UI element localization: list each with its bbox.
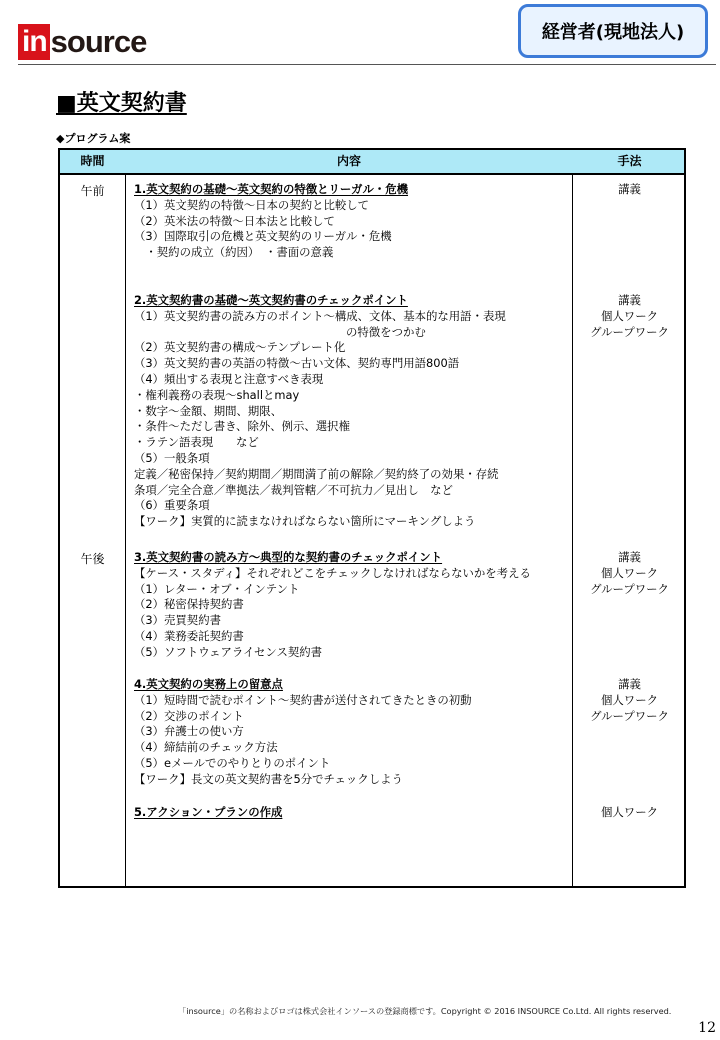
section-label: ◆プログラム案 [56, 132, 131, 145]
logo-source-text: source [50, 24, 147, 59]
column-divider-1 [125, 150, 126, 886]
method-label: 講義 [618, 677, 641, 691]
method-block-5 [573, 805, 686, 821]
time-am: 午前 [80, 184, 105, 198]
method-block-4 [573, 677, 686, 724]
block-4-line: 【ワーク】長文の英文契約書を5分でチェックしよう [134, 771, 403, 786]
program-block-2 [134, 293, 570, 530]
method-label: 個人ワーク [601, 308, 658, 323]
header-time: 時間 [80, 154, 105, 168]
block-2-line: （2）英文契約書の構成～テンプレート化 [134, 340, 346, 355]
column-divider-2 [572, 150, 573, 886]
method-label: 講義 [618, 182, 641, 196]
program-block-4 [134, 677, 570, 788]
method-label: 個人ワーク [601, 692, 658, 707]
block-4-line: （5）eメールでのやりとりのポイント [134, 755, 331, 770]
block-2-line: （3）英文契約書の英語の特徴～古い文体、契約専門用語800語 [134, 356, 460, 371]
block-2-line: 条項／完全合意／準拠法／裁判管轄／不可抗力／見出し など [134, 482, 453, 497]
block-1-line: （2）英米法の特徴～日本法と比較して [134, 213, 335, 228]
block-3-line: 【ケース・スタディ】それぞれどこをチェックしなければならないかを考える [134, 565, 531, 580]
block-4-line: （4）締結前のチェック方法 [134, 740, 278, 755]
block-2-heading: 2.英文契約書の基礎～英文契約書のチェックポイント [134, 293, 408, 307]
table-header [60, 150, 684, 175]
block-2-line: 【ワーク】実質的に読まなければならない箇所にマーキングしよう [134, 514, 476, 529]
block-1-line: （1）英文契約の特徴～日本の契約と比較して [134, 197, 370, 212]
method-label: 講義 [618, 293, 641, 307]
block-2-line: ・条件～ただし書き、除外、例示、選択権 [134, 419, 350, 434]
block-3-line: （4）業務委託契約書 [134, 628, 244, 643]
method-label: グループワーク [590, 708, 669, 723]
block-1-heading: 1.英文契約の基礎～英文契約の特徴とリーガル・危機 [134, 182, 409, 196]
program-table [58, 148, 686, 888]
block-5-heading: 5.アクション・プランの作成 [134, 805, 283, 819]
audience-badge: 経営者(現地法人) [518, 4, 708, 58]
block-4-line: （1）短時間で読むポイント～契約書が送付されてきたときの初動 [134, 692, 472, 707]
block-1-line: ・契約の成立（約因） ・書面の意義 [134, 245, 334, 260]
method-block-1 [573, 182, 686, 198]
method-label: 講義 [618, 550, 641, 564]
block-2-line: ・数字～金額、期間、期限、 [134, 403, 283, 418]
method-label: 個人ワーク [601, 805, 658, 819]
block-2-line: ・権利義務の表現～shallとmay [134, 387, 300, 402]
page-title: ■英文契約書 [56, 91, 187, 116]
insource-logo [18, 22, 146, 62]
method-label: グループワーク [590, 324, 669, 339]
block-4-heading: 4.英文契約の実務上の留意点 [134, 677, 283, 691]
method-block-3 [573, 550, 686, 597]
header-divider [18, 64, 716, 65]
block-3-line: （5）ソフトウェアライセンス契約書 [134, 644, 323, 659]
block-4-line: （3）弁護士の使い方 [134, 724, 244, 739]
header-method: 手法 [617, 154, 642, 168]
block-2-line: 定義／秘密保持／契約期間／期間満了前の解除／契約終了の効果・存続 [134, 466, 499, 481]
block-2-line: の特徴をつかむ [346, 324, 426, 339]
block-3-line: （1）レター・オブ・インテント [134, 581, 300, 596]
program-block-1 [134, 182, 570, 261]
block-2-line: （6）重要条項 [134, 498, 210, 513]
copyright-footer: 「insource」の名称およびロゴは株式会社インソースの登録商標です。Copyright © 2016 INSOURCE Co.Ltd. All rights reserved. [178, 1006, 672, 1016]
block-3-heading: 3.英文契約書の読み方～典型的な契約書のチェックポイント [134, 550, 443, 564]
block-4-line: （2）交渉のポイント [134, 708, 244, 723]
block-1-line: （3）国際取引の危機と英文契約のリーガル・危機 [134, 229, 392, 244]
block-3-line: （3）売買契約書 [134, 613, 221, 628]
block-3-line: （2）秘密保持契約書 [134, 597, 244, 612]
method-block-2 [573, 293, 686, 340]
time-pm: 午後 [80, 552, 105, 566]
program-block-3 [134, 550, 570, 661]
logo-in-mark: in [18, 24, 50, 60]
block-2-line: （5）一般条項 [134, 450, 210, 465]
method-label: グループワーク [590, 581, 669, 596]
method-label: 個人ワーク [601, 565, 658, 580]
block-2-line: （4）頻出する表現と注意すべき表現 [134, 371, 324, 386]
header-content: 内容 [336, 154, 361, 168]
block-2-line: ・ラテン語表現 など [134, 435, 259, 450]
program-block-5 [134, 805, 570, 821]
page-number: 12 [698, 1020, 716, 1036]
block-2-line: （1）英文契約書の読み方のポイント～構成、文体、基本的な用語・表現 [134, 308, 506, 323]
